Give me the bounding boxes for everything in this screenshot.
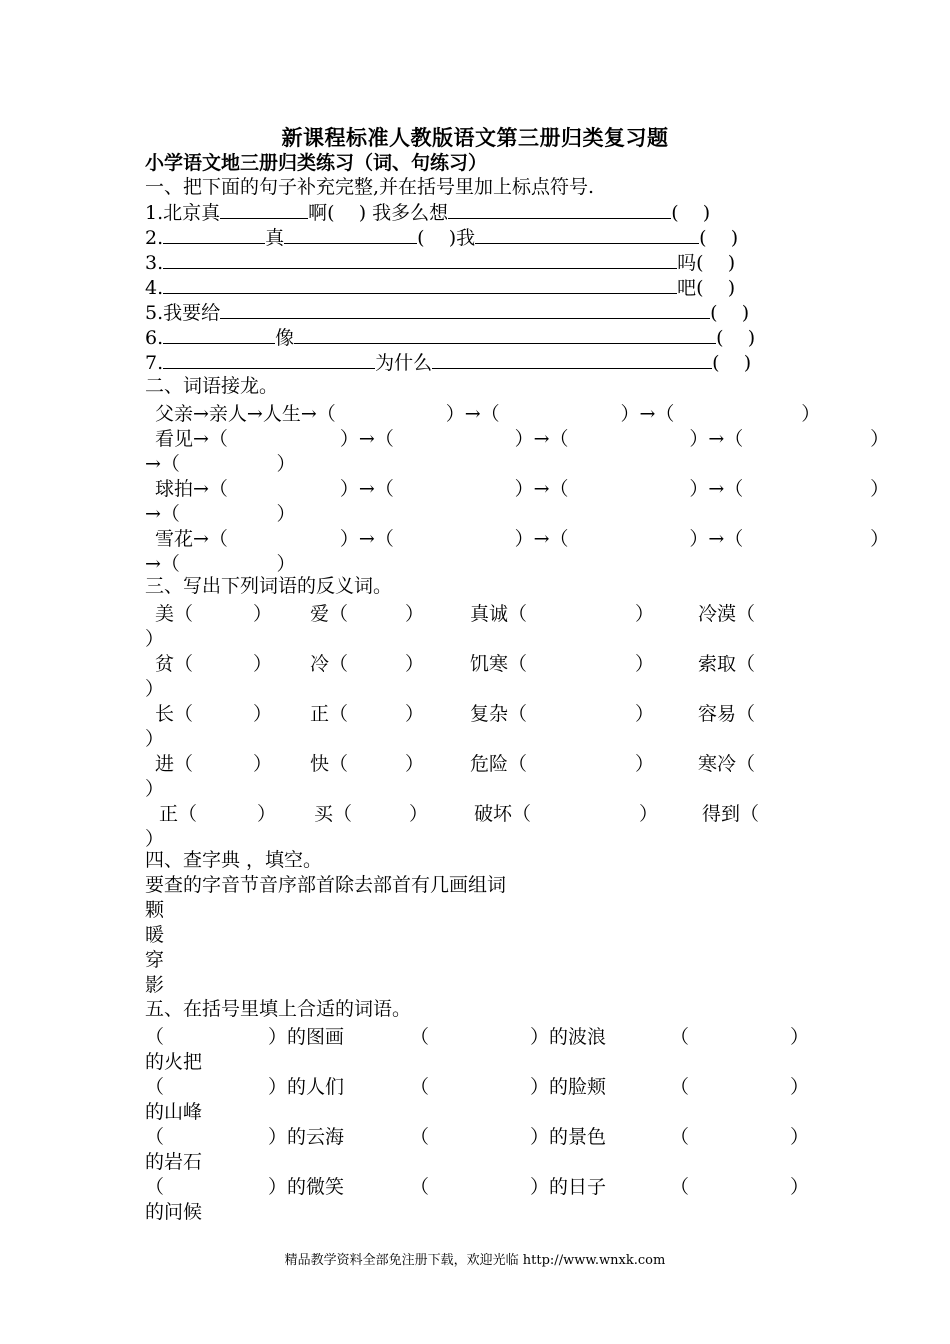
chain-start: 球拍→（ <box>155 478 228 500</box>
paren: ） <box>790 1076 810 1098</box>
antonym-close-paren: ） <box>635 703 655 725</box>
blank[interactable] <box>163 350 375 369</box>
s1-item-1-num: 1. <box>145 202 164 224</box>
chain-row-4-wrap: →（ ） <box>145 553 296 575</box>
s1-item-1-b: 啊( ) 我多么想 <box>308 202 449 224</box>
dictionary-header-row: 要查的字音节音序部首除去部首有几画组词 <box>145 874 507 896</box>
antonym-word: 得到（ <box>702 803 760 825</box>
fill-word: 的山峰 <box>145 1101 203 1123</box>
s1-item-6 <box>145 325 755 350</box>
antonym-close-paren: ） <box>253 603 273 625</box>
chain-row-2 <box>155 424 889 451</box>
close-paren: ） <box>268 1176 288 1198</box>
fill-word: 的云海 <box>287 1126 345 1148</box>
fill-word: 的火把 <box>145 1051 203 1073</box>
s1-item-2-a: 真 <box>265 227 285 249</box>
s1-item-7-a: 为什么 <box>375 352 433 374</box>
antonym-word: 饥寒（ <box>470 653 528 675</box>
antonym-word: 进（ <box>155 753 194 775</box>
antonym-word: 长（ <box>155 703 194 725</box>
fill-word: 的问候 <box>145 1201 203 1223</box>
fill-word: 的日子 <box>549 1176 607 1198</box>
antonym-word: 买（ <box>314 803 353 825</box>
antonym-close-paren: ） <box>405 703 425 725</box>
fill-word: 的景色 <box>549 1126 607 1148</box>
s1-item-3-b: 吗( ) <box>677 252 736 274</box>
antonym-close-paren: ） <box>639 803 659 825</box>
antonym-close-paren: ） <box>635 753 655 775</box>
blank[interactable] <box>284 225 417 244</box>
fill-cell <box>530 1122 606 1149</box>
fill-word: 的岩石 <box>145 1151 203 1173</box>
chain-row-1 <box>155 399 820 426</box>
antonym-word: 复杂（ <box>470 703 528 725</box>
page-subtitle: 小学语文地三册归类练习（词、句练习） <box>145 152 488 174</box>
fill-cell <box>530 1072 606 1099</box>
chain-rest: ）→（ ）→（ ）→（ ） <box>339 478 890 500</box>
antonym-word: 真诚（ <box>470 603 528 625</box>
antonym-word: 危险（ <box>470 753 528 775</box>
section3-heading: 三、写出下列词语的反义词。 <box>145 575 393 597</box>
chain-start: 看见→（ <box>155 428 228 450</box>
chain-row-3-wrap: →（ ） <box>145 503 296 525</box>
s1-item-4-num: 4. <box>145 277 164 299</box>
paren: （ <box>410 1126 430 1148</box>
close-paren: ） <box>268 1076 288 1098</box>
paren: ） <box>790 1026 810 1048</box>
blank[interactable] <box>163 325 275 344</box>
antonym-close-paren: ） <box>145 828 165 850</box>
chain-rest: ）→（ ）→（ ）→（ ） <box>339 528 890 550</box>
antonym-close-paren: ） <box>145 728 165 750</box>
close-paren: ） <box>268 1126 288 1148</box>
blank[interactable] <box>220 300 710 319</box>
antonym-word: 快（ <box>310 753 349 775</box>
paren: （ <box>670 1126 690 1148</box>
section5-heading: 五、在括号里填上合适的词语。 <box>145 998 412 1020</box>
fill-word: 的波浪 <box>549 1026 607 1048</box>
page-footer: 精品教学资料全部免注册下载，欢迎光临 http://www.wnxk.com <box>284 1253 666 1268</box>
blank[interactable] <box>220 200 308 219</box>
antonym-word: 冷（ <box>310 653 349 675</box>
s1-item-3 <box>145 250 735 275</box>
paren: （ <box>145 1076 165 1098</box>
fill-cell <box>268 1172 344 1199</box>
paren: （ <box>670 1176 690 1198</box>
s1-item-4 <box>145 275 735 300</box>
fill-word: 的微笑 <box>287 1176 345 1198</box>
antonym-close-paren: ） <box>405 653 425 675</box>
chain-rest: ）→（ ）→（ ）→（ ） <box>339 428 890 450</box>
s1-item-2-c: ( ) <box>699 227 739 249</box>
paren: （ <box>410 1076 430 1098</box>
blank[interactable] <box>163 250 677 269</box>
antonym-close-paren: ） <box>145 628 165 650</box>
fill-word: 的图画 <box>287 1026 345 1048</box>
s1-item-5-b: ( ) <box>710 302 750 324</box>
antonym-word: 破坏（ <box>474 803 532 825</box>
antonym-word: 正（ <box>159 803 198 825</box>
s1-item-7-b: ( ) <box>712 352 752 374</box>
blank[interactable] <box>432 350 712 369</box>
antonym-close-paren: ） <box>635 653 655 675</box>
section1-heading: 一、把下面的句子补充完整,并在括号里加上标点符号. <box>145 176 595 198</box>
chain-row-2-wrap: →（ ） <box>145 453 296 475</box>
close-paren: ） <box>530 1026 550 1048</box>
chain-row-4 <box>155 524 889 551</box>
paren: ） <box>790 1176 810 1198</box>
fill-word: 的人们 <box>287 1076 345 1098</box>
fill-cell <box>268 1122 344 1149</box>
s1-item-2-num: 2. <box>145 227 164 249</box>
chain-start: 父亲→亲人→人生→（ <box>155 403 336 425</box>
paren: ） <box>790 1126 810 1148</box>
s1-item-1-c: ( ) <box>671 202 711 224</box>
antonym-close-paren: ） <box>145 678 165 700</box>
fill-cell <box>530 1022 606 1049</box>
antonym-close-paren: ） <box>253 703 273 725</box>
s1-item-7-num: 7. <box>145 352 164 374</box>
dictionary-char-1: 颗 <box>145 899 165 921</box>
antonym-close-paren: ） <box>253 653 273 675</box>
antonym-word: 贫（ <box>155 653 194 675</box>
s1-item-5 <box>145 300 749 325</box>
chain-row-3 <box>155 474 889 501</box>
fill-cell <box>268 1072 344 1099</box>
antonym-close-paren: ） <box>253 753 273 775</box>
antonym-close-paren: ） <box>145 778 165 800</box>
dictionary-char-3: 穿 <box>145 949 165 971</box>
paren: （ <box>145 1026 165 1048</box>
s1-item-2-b: ( )我 <box>417 227 476 249</box>
fill-cell <box>530 1172 606 1199</box>
antonym-word: 正（ <box>310 703 349 725</box>
close-paren: ） <box>268 1026 288 1048</box>
section4-heading: 四、查字典 ，填空。 <box>145 849 323 871</box>
antonym-word: 美（ <box>155 603 194 625</box>
blank[interactable] <box>294 325 716 344</box>
antonym-word: 爱（ <box>310 603 349 625</box>
s1-item-6-num: 6. <box>145 327 164 349</box>
page-title: 新课程标准人教版语文第三册归类复习题 <box>281 125 669 150</box>
dictionary-char-2: 暖 <box>145 924 165 946</box>
paren: （ <box>410 1176 430 1198</box>
close-paren: ） <box>530 1076 550 1098</box>
section2-heading: 二、词语接龙。 <box>145 375 279 397</box>
antonym-word: 索取（ <box>698 653 756 675</box>
s1-item-1-a: 北京真 <box>163 202 221 224</box>
blank[interactable] <box>475 225 699 244</box>
paren: （ <box>670 1076 690 1098</box>
antonym-close-paren: ） <box>409 803 429 825</box>
s1-item-3-num: 3. <box>145 252 164 274</box>
paren: （ <box>145 1126 165 1148</box>
blank[interactable] <box>448 200 671 219</box>
close-paren: ） <box>530 1126 550 1148</box>
antonym-word: 冷漠（ <box>698 603 756 625</box>
paren: （ <box>410 1026 430 1048</box>
s1-item-6-b: ( ) <box>716 327 756 349</box>
antonym-close-paren: ） <box>635 603 655 625</box>
dictionary-char-4: 影 <box>145 974 165 996</box>
chain-rest: ）→（ ）→（ ） <box>445 403 821 425</box>
s1-item-4-b: 吧( ) <box>677 277 736 299</box>
s1-item-2 <box>145 225 738 250</box>
fill-cell <box>268 1022 344 1049</box>
antonym-close-paren: ） <box>405 753 425 775</box>
antonym-close-paren: ） <box>405 603 425 625</box>
s1-item-7 <box>145 350 751 375</box>
s1-item-1 <box>145 200 710 225</box>
s1-item-5-num: 5. <box>145 302 164 324</box>
blank[interactable] <box>163 275 677 294</box>
antonym-word: 寒冷（ <box>698 753 756 775</box>
s1-item-5-a: 我要给 <box>163 302 221 324</box>
paren: （ <box>145 1176 165 1198</box>
chain-start: 雪花→（ <box>155 528 228 550</box>
paren: （ <box>670 1026 690 1048</box>
fill-word: 的脸颊 <box>549 1076 607 1098</box>
antonym-close-paren: ） <box>257 803 277 825</box>
close-paren: ） <box>530 1176 550 1198</box>
antonym-word: 容易（ <box>698 703 756 725</box>
s1-item-6-a: 像 <box>275 327 295 349</box>
blank[interactable] <box>163 225 265 244</box>
